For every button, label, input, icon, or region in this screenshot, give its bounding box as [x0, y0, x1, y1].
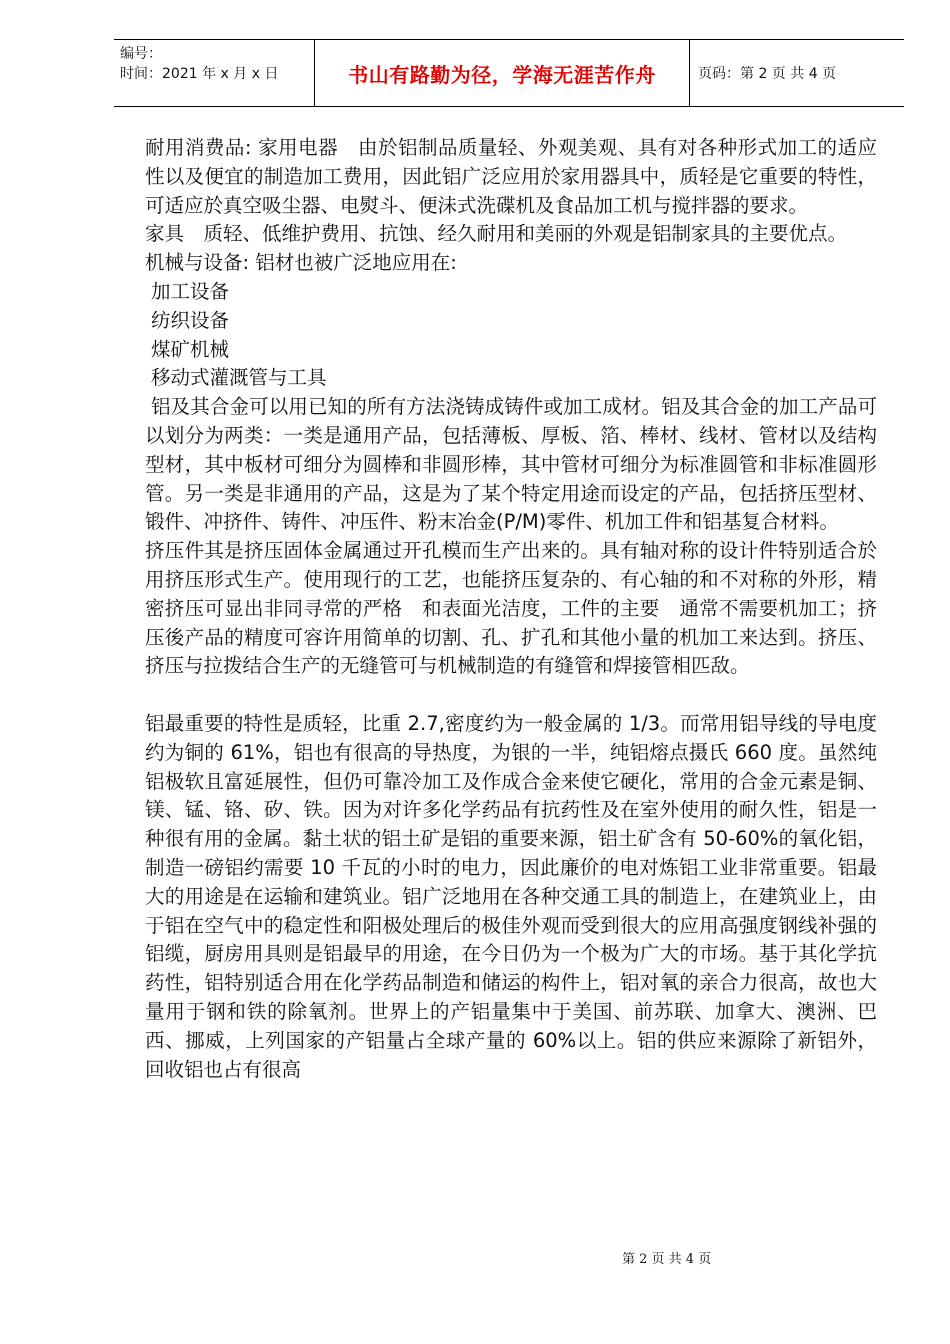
document-body — [145, 134, 877, 1084]
paragraph-machinery-intro: 机械与设备: 铝材也被广泛地应用在: — [145, 251, 457, 275]
header-meta-cell — [114, 40, 315, 106]
paragraph-alloy-products: 铝及其合金可以用已知的所有方法浇铸成铸件或加工成材。铝及其合金的加工产品可以划分为两类：一类是通用产品，包括薄板、厚板、箔、棒材、线材、管材以及结构型材，其中板材可细分为圆棒和非圆形棒，其中管材可细分为标准圆管和非标准圆形管。另一类是非通用的产品，这是为了某个特定用途而设定的产品，包括挤压型材、锻件、冲挤件、铸件、冲压件、粉末冶金(P/M)零件、机加工件和铝基复合材料。 — [145, 395, 877, 534]
footer-page-number: 第 2 页 共 4 页 — [622, 1252, 712, 1267]
paragraph-properties: 铝最重要的特性是质轻，比重 2.7,密度约为一般金属的 1/3。而常用铝导线的导电度约为铜的 61%，铝也有很高的导热度，为银的一半，纯铝熔点摄氏 660 度。虽然纯铝极软且富延展性，但仍可靠冷加工及作成合金来使它硬化，常用的合金元素是铜、镁、锰、铬、矽、铁。因为对许多化学药品有抗药性及在室外使用的耐久性，铝是一种很有用的金属。黏土状的铝土矿是铝的重要来源，铝土矿含有 50-60%的氧化铝，制造一磅铝约需要 10 千瓦的小时的电力，因此廉价的电对炼铝工业非常重要。铝最大的用途是在运输和建筑业。铝广泛地用在各种交通工具的制造上，在建筑业上，由于铝在空气中的稳定性和阳极处理后的极佳外观而受到很大的应用高强度钢线补强的铝缆，厨房用具则是铝最早的用途，在今日仍为一个极为广大的市场。基于其化学抗药性，铝特别适合用在化学药品制造和储运的构件上，铝对氧的亲合力很高，故也大量用于钢和铁的除氧剂。世界上的产铝量集中于美国、前苏联、加拿大、澳洲、巴西、挪威，上列国家的产铝量占全球产量的 60%以上。铝的供应来源除了新铝外，回收铝也占有很高 — [145, 711, 877, 1081]
list-item: 移动式灌溉管与工具 — [151, 366, 327, 390]
page-header — [114, 39, 904, 107]
paragraph-appliances: 耐用消费品: 家用电器 由於铝制品质量轻、外观美观、具有对各种形式加工的适应性以及便宜的制造加工费用，因此铝广泛应用於家用器具中，质轻是它重要的特性，可适应於真空吸尘器、电熨斗、便沬式洗碟机及食品加工机与搅拌器的要求。 — [145, 136, 877, 217]
paragraph-extrusion: 挤压件其是挤压固体金属通过开孔模而生产出来的。具有轴对称的设计件特别适合於用挤压形式生产。使用现行的工艺，也能挤压复杂的、有心轴的和不对称的外形，精密挤压可显出非同寻常的严格 和表面光洁度，工件的主要 通常不需要机加工；挤压後产品的精度可容许用简单的切割、孔、扩孔和其他小量的机加工来达到。挤压、挤压与拉拨结合生产的无缝管可与机械制造的有缝管和焊接管相匹敌。 — [145, 539, 877, 678]
header-page-info: 页码：第 2 页 共 4 页 — [698, 66, 837, 82]
paragraph-furniture: 家具 质轻、低维护费用、抗蚀、经久耐用和美丽的外观是铝制家具的主要优点。 — [145, 222, 848, 246]
document-time-label: 时间：2021 年 x 月 x 日 — [120, 66, 279, 82]
list-item: 加工设备 — [151, 279, 230, 303]
document-number-label: 编号： — [120, 46, 162, 62]
list-item: 纺织设备 — [151, 308, 230, 332]
blank-line — [145, 681, 877, 710]
list-item: 煤矿机械 — [151, 337, 230, 361]
header-motto: 书山有路勤为径，学海无涯苦作舟 — [315, 40, 690, 106]
